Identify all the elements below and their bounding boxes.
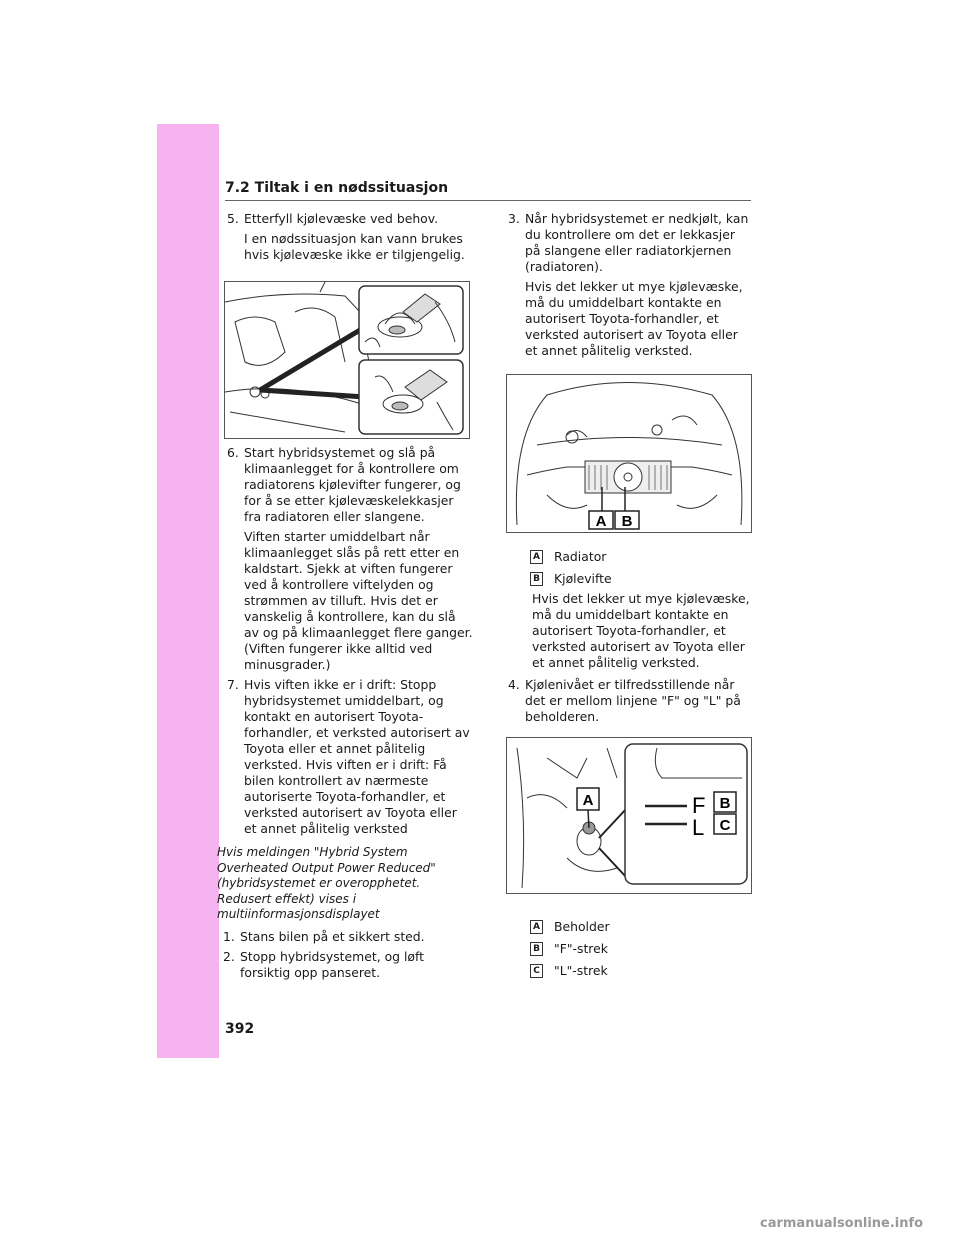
reservoir-drawing xyxy=(507,738,751,893)
callout-a: A xyxy=(582,792,594,809)
legend-text: "L"-strek xyxy=(554,963,608,978)
callout-b: B xyxy=(719,795,731,812)
callout-b: B xyxy=(621,513,633,530)
legend-item xyxy=(530,571,754,587)
step-6 xyxy=(227,445,473,525)
callout-c: C xyxy=(719,817,731,834)
step-7 xyxy=(227,677,473,837)
step-6-note: Viften starter umiddelbart når klimaanlegget slås på rett etter en kaldstart. Sjekk at viften fungerer ved å kontrollere viftelyden og strømmen av tilluft. Hvis det er vanskelig å kontrollere, kan du slå av og på klimaanlegget flere ganger. (Viften fungerer ikke alltid ved minusgrader.) xyxy=(244,529,473,672)
l-mark: L xyxy=(692,815,705,840)
radiator-drawing xyxy=(507,375,751,532)
legend-badge: A xyxy=(530,920,543,934)
step-number: 3. xyxy=(508,211,520,226)
legend-note: Hvis det lekker ut mye kjølevæske, må du umiddelbart kontakte en autorisert Toyota-forhandler, et verksted autorisert av Toyota eller et annet pålitelig verksted. xyxy=(532,591,750,670)
section-header: 7.2 Tiltak i en nødssituasjon xyxy=(225,180,449,196)
legend-text: "F"-strek xyxy=(554,941,608,956)
step-number: 4. xyxy=(508,677,520,692)
chapter-tab-bar xyxy=(157,124,219,1058)
header-divider xyxy=(225,200,751,201)
step-4 xyxy=(508,677,754,725)
coolant-refill-illustration xyxy=(224,281,470,439)
watermark-footer[interactable]: carmanualsonline.info xyxy=(760,1216,924,1231)
sub-step-2 xyxy=(223,949,473,981)
step-text: Stans bilen på et sikkert sted. xyxy=(240,928,425,944)
step-text: Når hybridsystemet er nedkjølt, kan du kontrollere om det er lekkasjer på slangene eller radiatorkjernen (radiatoren). xyxy=(525,211,749,274)
step-number: 6. xyxy=(227,445,239,460)
step-number: 7. xyxy=(227,677,239,692)
step-number: 5. xyxy=(227,211,239,226)
step-3 xyxy=(508,211,754,275)
coolant-reservoir-illustration xyxy=(506,737,752,894)
step-5-note: I en nødssituasjon kan vann brukes hvis kjølevæske ikke er tilgjengelig. xyxy=(244,231,465,262)
step-3-note: Hvis det lekker ut mye kjølevæske, må du umiddelbart kontakte en autorisert Toyota-forhandler, et verksted autorisert av Toyota eller et annet pålitelig verksted. xyxy=(525,279,743,358)
legend-item xyxy=(530,919,754,935)
radiator-legend xyxy=(508,549,754,671)
step-5 xyxy=(227,211,473,227)
f-mark: F xyxy=(692,793,706,818)
step-text: Kjølenivået er tilfredsstillende når det er mellom linjene "F" og "L" på beholderen. xyxy=(525,677,741,724)
reservoir-legend xyxy=(508,919,754,979)
legend-badge: C xyxy=(530,964,543,978)
page-number: 392 xyxy=(225,1021,255,1037)
legend-item xyxy=(530,963,754,979)
step-text: Start hybridsystemet og slå på klimaanlegget for å kontrollere om radiatorens kjølevifter fungerer, og for å se etter kjølevæskelekkasjer fra radiatoren eller slangene. xyxy=(244,445,461,524)
radiator-illustration xyxy=(506,374,752,533)
legend-badge: B xyxy=(530,572,543,586)
legend-text: Radiator xyxy=(554,549,607,564)
legend-item xyxy=(530,941,754,957)
legend-badge: A xyxy=(530,550,543,564)
legend-badge: B xyxy=(530,942,543,956)
legend-item xyxy=(530,549,754,565)
step-text: Etterfyll kjølevæske ved behov. xyxy=(244,211,439,226)
legend-text: Beholder xyxy=(554,919,610,934)
step-text: Stopp hybridsystemet, og løft forsiktig opp panseret. xyxy=(240,948,424,980)
overheat-heading: Hvis meldingen "Hybrid System Overheated Output Power Reduced" (hybridsystemet er overopphetet. Redusert effekt) vises i multiinformasjonsdisplayet xyxy=(217,845,436,921)
callout-a: A xyxy=(595,513,607,530)
coolant-refill-drawing xyxy=(225,282,469,438)
step-text: Hvis viften ikke er i drift: Stopp hybridsystemet umiddelbart, og kontakt en autorisert Toyota-forhandler, et verksted autorisert av Toyota eller et annet pålitelig verksted. Hvis viften er i drift: Få bilen kontrollert av nærmeste autoriserte Toyota-forhandler, et verksted autorisert av Toyota eller et annet pålitelig verksted xyxy=(244,677,470,836)
step-number: 1. xyxy=(223,928,235,944)
legend-text: Kjølevifte xyxy=(554,571,612,586)
step-number: 2. xyxy=(223,948,235,964)
sub-step-1 xyxy=(223,929,473,945)
